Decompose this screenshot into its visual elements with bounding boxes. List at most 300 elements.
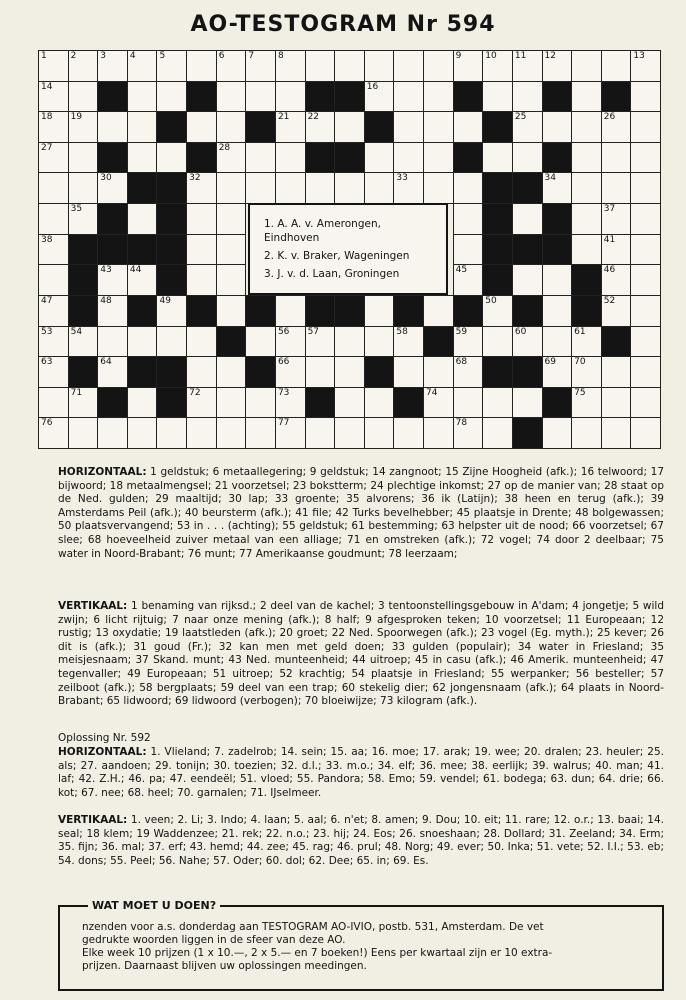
clue-number: 5 xyxy=(159,51,166,61)
grid-cell xyxy=(630,203,661,235)
grid-cell xyxy=(38,203,69,235)
grid-black-cell xyxy=(68,234,99,266)
grid-black-cell xyxy=(542,234,573,266)
grid-cell xyxy=(38,234,69,266)
grid-cell xyxy=(512,264,543,296)
grid-cell xyxy=(512,387,543,419)
clue-number: 66 xyxy=(277,357,290,368)
grid-cell xyxy=(542,417,573,449)
clue-number: 58 xyxy=(396,326,408,337)
grid-black-cell xyxy=(364,356,395,388)
grid-cell xyxy=(571,356,602,388)
grid-cell xyxy=(216,111,247,143)
grid-cell xyxy=(127,81,158,113)
grid-cell xyxy=(453,172,484,204)
grid-cell xyxy=(423,417,454,449)
clue-number: 7 xyxy=(248,51,255,61)
grid-cell xyxy=(216,356,247,388)
instructions-title: WAT MOET U DOEN? xyxy=(88,899,220,912)
winner-2: 2. K. v. Braker, Wageningen xyxy=(264,250,410,262)
instructions-line: prijzen. Daarnaast blijven uw oplossingen meedingen. xyxy=(82,960,367,972)
clue-number: 53 xyxy=(41,326,53,337)
grid-cell xyxy=(364,172,395,204)
grid-cell xyxy=(630,417,661,449)
grid-black-cell xyxy=(334,81,365,113)
grid-cell xyxy=(38,172,69,204)
clue-number: 19 xyxy=(70,112,83,123)
grid-cell xyxy=(275,111,306,143)
solution-horizontal-text: 1. Vlieland; 7. zadelrob; 14. sein; 15. aa; 16. moe; 17. arak; 19. wee; 20. dralen; 23. heuler; 25. als; 27. aandoen; 29. tonijn; 30. toezien; 32. d.l.; 33. m.o.; 34. elf; 36. mee; 38. eerlijk; 39. walrus; 40. man; 41. laf; 42. Z.H.; 46. pa; 47. eendeël; 51. vloed; 55. Pandora; 58. Emo; 59. vendel; 61. bodega; 63. dun; 64. drie; 66. kot; 67. nee; 68. heel; 70. garnalen; 71. IJselmeer. xyxy=(58,746,664,799)
grid-black-cell xyxy=(245,295,276,327)
grid-cell xyxy=(186,172,217,204)
grid-cell xyxy=(630,264,661,296)
clue-number: 60 xyxy=(514,326,527,337)
winners-box xyxy=(248,203,448,295)
grid-black-cell xyxy=(245,356,276,388)
grid-cell xyxy=(275,326,306,358)
clues-horizontal-text: 1 geldstuk; 6 metaallegering; 9 geldstuk; 14 zangnoot; 15 Zijne Hoogheid (afk.); 16 telwoord; 17 bijwoord; 18 metaalmengsel; 21 voorzetsel; 23 bokstterm; 24 plechtige inkomst; 27 op de manier van; 28 staat op de Ned. gulden; 29 maaltijd; 30 lap; 33 groente; 35 alvorens; 36 ik (Latijn); 38 heen en terug (afk.); 39 Amsterdams Peil (afk.); 40 beursterm (afk.); 41 file; 42 Turks bevelhebber; 45 plaatsje in Drente; 48 bolgewassen; 50 plaatsvervangend; 53 in . . . (achting); 55 geldstuk; 61 bestemming; 63 helpster uit de nood; 66 voorzetsel; 67 slee; 68 hoeveelheid zuiver metaal van een alliage; 71 en omstreken (afk.); 72 vogel; 74 door 2 deelbaar; 75 water in Noord-Brabant; 76 munt; 77 Amerikaanse goudmunt; 78 leerzaam; xyxy=(58,466,665,560)
grid-cell xyxy=(97,264,128,296)
clue-number: 18 xyxy=(41,112,53,123)
grid-cell xyxy=(571,417,602,449)
grid-cell xyxy=(482,417,513,449)
grid-cell xyxy=(127,326,158,358)
clue-number: 37 xyxy=(603,204,616,215)
grid-cell xyxy=(334,172,365,204)
grid-cell xyxy=(216,295,247,327)
grid-cell xyxy=(512,50,543,82)
clue-number: 41 xyxy=(603,234,616,245)
clue-number: 61 xyxy=(574,326,586,337)
grid-cell xyxy=(571,172,602,204)
grid-cell xyxy=(305,50,336,82)
grid-cell xyxy=(423,172,454,204)
grid-cell xyxy=(275,417,306,449)
grid-cell xyxy=(482,81,513,113)
grid-black-cell xyxy=(127,234,158,266)
grid-cell xyxy=(68,417,99,449)
grid-black-cell xyxy=(216,326,247,358)
grid-cell xyxy=(38,111,69,143)
grid-cell xyxy=(216,264,247,296)
solution-horizontal xyxy=(58,746,664,800)
clue-number: 77 xyxy=(277,418,290,429)
grid-black-cell xyxy=(68,264,99,296)
grid-cell xyxy=(245,50,276,82)
grid-cell xyxy=(38,417,69,449)
grid-black-cell xyxy=(453,142,484,174)
grid-black-cell xyxy=(305,142,336,174)
grid-cell xyxy=(393,417,424,449)
grid-black-cell xyxy=(482,234,513,266)
clue-number: 44 xyxy=(129,265,142,276)
grid-cell xyxy=(542,172,573,204)
grid-cell xyxy=(393,111,424,143)
grid-cell xyxy=(601,356,632,388)
grid-cell xyxy=(423,356,454,388)
grid-cell xyxy=(97,295,128,327)
grid-cell xyxy=(97,356,128,388)
clue-number: 13 xyxy=(633,51,645,61)
grid-cell xyxy=(423,81,454,113)
grid-black-cell xyxy=(305,387,336,419)
grid-black-cell xyxy=(245,111,276,143)
grid-cell xyxy=(305,356,336,388)
grid-cell xyxy=(423,295,454,327)
grid-cell xyxy=(245,81,276,113)
grid-cell xyxy=(97,326,128,358)
grid-cell xyxy=(216,172,247,204)
grid-black-cell xyxy=(542,81,573,113)
grid-black-cell xyxy=(97,142,128,174)
grid-cell xyxy=(245,172,276,204)
grid-cell xyxy=(38,142,69,174)
grid-cell xyxy=(186,326,217,358)
grid-cell xyxy=(364,387,395,419)
grid-black-cell xyxy=(482,111,513,143)
grid-cell xyxy=(571,111,602,143)
clue-number: 6 xyxy=(218,51,225,61)
grid-black-cell xyxy=(482,264,513,296)
grid-black-cell xyxy=(156,356,187,388)
grid-cell xyxy=(186,111,217,143)
grid-cell xyxy=(334,387,365,419)
grid-black-cell xyxy=(97,234,128,266)
grid-black-cell xyxy=(512,356,543,388)
clue-number: 56 xyxy=(277,326,290,337)
clue-number: 3 xyxy=(100,51,106,61)
grid-cell xyxy=(630,387,661,419)
solution-horizontal-label: HORIZONTAAL: xyxy=(58,746,147,758)
grid-cell xyxy=(453,111,484,143)
grid-black-cell xyxy=(453,81,484,113)
solution-vertical xyxy=(58,814,664,868)
clue-number: 8 xyxy=(277,51,284,61)
clue-number: 72 xyxy=(189,387,201,398)
grid-cell xyxy=(571,203,602,235)
grid-cell xyxy=(275,356,306,388)
grid-black-cell xyxy=(156,387,187,419)
clue-number: 33 xyxy=(396,173,408,184)
grid-black-cell xyxy=(334,295,365,327)
grid-cell xyxy=(38,387,69,419)
page-title: AO-TESTOGRAM Nr 594 xyxy=(190,12,496,37)
clues-horizontal-label: HORIZONTAAL: xyxy=(58,466,147,478)
grid-cell xyxy=(127,203,158,235)
clue-number: 12 xyxy=(544,51,556,61)
grid-cell xyxy=(68,387,99,419)
grid-cell xyxy=(216,81,247,113)
clue-number: 26 xyxy=(603,112,616,123)
grid-cell xyxy=(453,326,484,358)
grid-black-cell xyxy=(512,172,543,204)
grid-black-cell xyxy=(542,142,573,174)
grid-cell xyxy=(453,387,484,419)
grid-cell xyxy=(630,356,661,388)
grid-black-cell xyxy=(393,295,424,327)
clue-number: 16 xyxy=(366,81,379,92)
grid-black-cell xyxy=(364,111,395,143)
grid-cell xyxy=(156,81,187,113)
grid-cell xyxy=(334,356,365,388)
clue-number: 38 xyxy=(41,234,53,245)
grid-cell xyxy=(482,387,513,419)
grid-cell xyxy=(68,172,99,204)
clue-number: 68 xyxy=(455,357,468,368)
grid-cell xyxy=(512,81,543,113)
grid-cell xyxy=(571,142,602,174)
clue-number: 34 xyxy=(544,173,556,184)
grid-black-cell xyxy=(186,295,217,327)
grid-cell xyxy=(127,264,158,296)
grid-cell xyxy=(482,326,513,358)
grid-cell xyxy=(305,111,336,143)
grid-cell xyxy=(305,172,336,204)
grid-black-cell xyxy=(393,387,424,419)
grid-black-cell xyxy=(156,172,187,204)
grid-cell xyxy=(127,111,158,143)
winner-1: 1. A. A. v. Amerongen, Eindhoven xyxy=(264,218,381,244)
grid-cell xyxy=(68,142,99,174)
grid-cell xyxy=(393,172,424,204)
grid-cell xyxy=(38,264,69,296)
grid-black-cell xyxy=(156,203,187,235)
clue-number: 69 xyxy=(544,357,556,368)
grid-cell xyxy=(453,50,484,82)
clue-number: 78 xyxy=(455,418,468,429)
grid-black-cell xyxy=(97,81,128,113)
grid-cell xyxy=(97,417,128,449)
grid-cell xyxy=(216,203,247,235)
clue-number: 4 xyxy=(129,51,136,61)
grid-black-cell xyxy=(423,326,454,358)
grid-black-cell xyxy=(186,81,217,113)
solution-vertical-text: 1. veen; 2. Li; 3. Indo; 4. laan; 5. aal; 6. n'et; 8. amen; 9. Dou; 10. eit; 11. rare; 12. o.r.; 13. baai; 14. seal; 18 klem; 19 Waddenzee; 21. rek; 22. n.o.; 23. hij; 24. Eos; 26. snoeshaan; 28. Dollard; 31. Zeeland; 34. Erm; 35. fijn; 36. mal; 37. erf; 43. hemd; 44. zee; 45. rag; 46. prul; 48. Norg; 49. ever; 50. Inka; 51. vete; 52. I.I.; 53. eb; 54. dons; 55. Peel; 56. Nahe; 57. Oder; 60. dol; 62. Dee; 65. in; 69. Es. xyxy=(58,814,664,867)
clue-number: 63 xyxy=(41,357,53,368)
grid-cell xyxy=(512,203,543,235)
grid-cell xyxy=(334,326,365,358)
grid-cell xyxy=(245,387,276,419)
grid-cell xyxy=(68,81,99,113)
grid-cell xyxy=(275,142,306,174)
clues-vertical-label: VERTIKAAL: xyxy=(58,600,128,612)
grid-cell xyxy=(275,50,306,82)
grid-cell xyxy=(630,142,661,174)
instructions-line: nzenden voor a.s. donderdag aan TESTOGRAM AO-IVIO, postb. 531, Amsterdam. De vet xyxy=(82,921,544,933)
grid-cell xyxy=(245,326,276,358)
grid-cell xyxy=(601,50,632,82)
grid-cell xyxy=(275,172,306,204)
grid-cell xyxy=(186,417,217,449)
grid-cell xyxy=(68,326,99,358)
grid-cell xyxy=(127,50,158,82)
grid-cell xyxy=(364,326,395,358)
grid-cell xyxy=(423,111,454,143)
grid-cell xyxy=(156,326,187,358)
grid-cell xyxy=(482,295,513,327)
grid-cell xyxy=(601,295,632,327)
grid-cell xyxy=(542,111,573,143)
grid-black-cell xyxy=(453,295,484,327)
clue-number: 21 xyxy=(277,112,290,123)
grid-cell xyxy=(423,387,454,419)
grid-black-cell xyxy=(571,295,602,327)
grid-black-cell xyxy=(482,203,513,235)
grid-black-cell xyxy=(542,387,573,419)
grid-cell xyxy=(542,326,573,358)
clue-number: 50 xyxy=(485,295,497,306)
grid-black-cell xyxy=(127,295,158,327)
clue-number: 57 xyxy=(307,326,320,337)
clue-number: 48 xyxy=(100,295,112,306)
grid-cell xyxy=(630,81,661,113)
grid-black-cell xyxy=(127,172,158,204)
grid-cell xyxy=(630,326,661,358)
clue-number: 73 xyxy=(277,387,290,398)
clue-number: 14 xyxy=(41,81,53,92)
clue-number: 76 xyxy=(41,418,53,429)
clue-number: 35 xyxy=(70,204,83,215)
grid-black-cell xyxy=(68,295,99,327)
grid-cell xyxy=(216,417,247,449)
grid-cell xyxy=(542,264,573,296)
grid-cell xyxy=(38,356,69,388)
grid-black-cell xyxy=(97,203,128,235)
grid-cell xyxy=(453,203,484,235)
solution-vertical-label: VERTIKAAL: xyxy=(58,814,128,826)
grid-cell xyxy=(423,50,454,82)
clue-number: 9 xyxy=(455,51,462,61)
grid-cell xyxy=(97,111,128,143)
grid-black-cell xyxy=(156,111,187,143)
grid-cell xyxy=(601,417,632,449)
grid-cell xyxy=(127,417,158,449)
grid-black-cell xyxy=(542,203,573,235)
grid-cell xyxy=(601,203,632,235)
clue-number: 71 xyxy=(70,387,83,398)
grid-cell xyxy=(601,111,632,143)
grid-cell xyxy=(571,234,602,266)
grid-cell xyxy=(186,356,217,388)
grid-cell xyxy=(186,50,217,82)
grid-cell xyxy=(542,50,573,82)
grid-cell xyxy=(571,81,602,113)
instructions-box xyxy=(58,899,664,991)
clue-number: 25 xyxy=(514,112,527,123)
grid-cell xyxy=(97,172,128,204)
grid-black-cell xyxy=(482,356,513,388)
grid-cell xyxy=(630,50,661,82)
grid-black-cell xyxy=(305,295,336,327)
grid-cell xyxy=(156,417,187,449)
grid-cell xyxy=(393,81,424,113)
grid-black-cell xyxy=(127,356,158,388)
clue-number: 28 xyxy=(218,142,231,153)
grid-cell xyxy=(364,417,395,449)
grid-cell xyxy=(482,142,513,174)
clues-horizontal xyxy=(58,466,664,561)
grid-black-cell xyxy=(97,387,128,419)
clue-number: 74 xyxy=(426,387,438,398)
grid-cell xyxy=(571,387,602,419)
clue-number: 64 xyxy=(100,357,112,368)
grid-cell xyxy=(186,264,217,296)
grid-black-cell xyxy=(601,81,632,113)
grid-cell xyxy=(393,326,424,358)
grid-cell xyxy=(482,50,513,82)
instructions-line: Elke week 10 prijzen (1 x 10.—, 2 x 5.— en 7 boeken!) Eens per kwartaal zijn er 10 extra- xyxy=(82,947,553,959)
clue-number: 70 xyxy=(574,357,586,368)
clue-number: 1 xyxy=(41,51,47,61)
grid-cell xyxy=(186,234,217,266)
grid-cell xyxy=(305,326,336,358)
grid-cell xyxy=(453,356,484,388)
winner-3: 3. J. v. d. Laan, Groningen xyxy=(264,268,400,280)
grid-black-cell xyxy=(482,172,513,204)
grid-cell xyxy=(453,234,484,266)
grid-cell xyxy=(216,234,247,266)
clue-number: 32 xyxy=(189,173,201,184)
solution-title: Oplossing Nr. 592 xyxy=(58,732,151,744)
grid-black-cell xyxy=(601,326,632,358)
grid-black-cell xyxy=(512,417,543,449)
clue-number: 10 xyxy=(485,51,497,61)
grid-cell xyxy=(630,234,661,266)
clues-vertical xyxy=(58,600,664,709)
grid-cell xyxy=(156,50,187,82)
grid-cell xyxy=(216,50,247,82)
grid-cell xyxy=(571,50,602,82)
grid-cell xyxy=(393,50,424,82)
grid-cell xyxy=(601,234,632,266)
clue-number: 46 xyxy=(603,265,616,276)
grid-cell xyxy=(245,417,276,449)
grid-cell xyxy=(38,50,69,82)
grid-cell xyxy=(216,142,247,174)
clue-number: 54 xyxy=(70,326,83,337)
grid-cell xyxy=(601,264,632,296)
grid-black-cell xyxy=(156,264,187,296)
clue-number: 52 xyxy=(603,295,616,306)
grid-black-cell xyxy=(512,234,543,266)
clue-number: 27 xyxy=(41,142,53,153)
clues-vertical-text: 1 benaming van rijksd.; 2 deel van de kachel; 3 tentoonstellingsgebouw in A'dam; 4 jongetje; 5 wild zwijn; 6 licht rijtuig; 7 naar onze mening (afk.); 8 half; 9 afgesproken teken; 10 voorzetsel; 11 Europeaan; 12 rustig; 13 oxydatie; 19 laatstleden (afk.); 20 groet; 22 Ned. Spoorwegen (afk.); 23 vogel (Eg. myth.); 25 kever; 26 dit is (afk.); 31 goud (Fr.); 32 kan men met geld doen; 33 gulden (populair); 34 water in Friesland; 35 meisjesnaam; 37 Skand. munt; 43 Ned. munteenheid; 44 uitroep; 45 in casu (afk.); 46 Amerik. munteenheid; 47 tegenvaller; 49 Europeaan; 51 uitroep; 52 krachtig; 54 plaatsje in Friesland; 55 werpanker; 56 besteller; 57 zeilboot (afk.); 58 bergplaats; 59 deel van een trap; 60 stekelig dier; 62 jongensnaam (afk.); 64 plaats in Noord-Brabant; 65 lidwoord; 69 lidwoord (verbogen); 70 bloeiwijze; 73 kilogram (afk.). xyxy=(58,600,664,708)
clue-number: 11 xyxy=(514,51,527,61)
grid-black-cell xyxy=(571,264,602,296)
grid-cell xyxy=(334,50,365,82)
grid-cell xyxy=(38,295,69,327)
grid-black-cell xyxy=(156,234,187,266)
grid-cell xyxy=(275,81,306,113)
grid-cell xyxy=(453,417,484,449)
grid-cell xyxy=(156,295,187,327)
grid-cell xyxy=(601,142,632,174)
clue-number: 43 xyxy=(100,265,112,276)
grid-cell xyxy=(571,326,602,358)
grid-cell xyxy=(423,142,454,174)
grid-cell xyxy=(186,387,217,419)
grid-cell xyxy=(630,111,661,143)
clue-number: 49 xyxy=(159,295,171,306)
grid-cell xyxy=(364,50,395,82)
clue-number: 22 xyxy=(307,112,320,123)
grid-cell xyxy=(630,295,661,327)
grid-cell xyxy=(68,111,99,143)
grid-cell xyxy=(393,142,424,174)
grid-black-cell xyxy=(305,81,336,113)
grid-black-cell xyxy=(334,142,365,174)
grid-cell xyxy=(127,142,158,174)
